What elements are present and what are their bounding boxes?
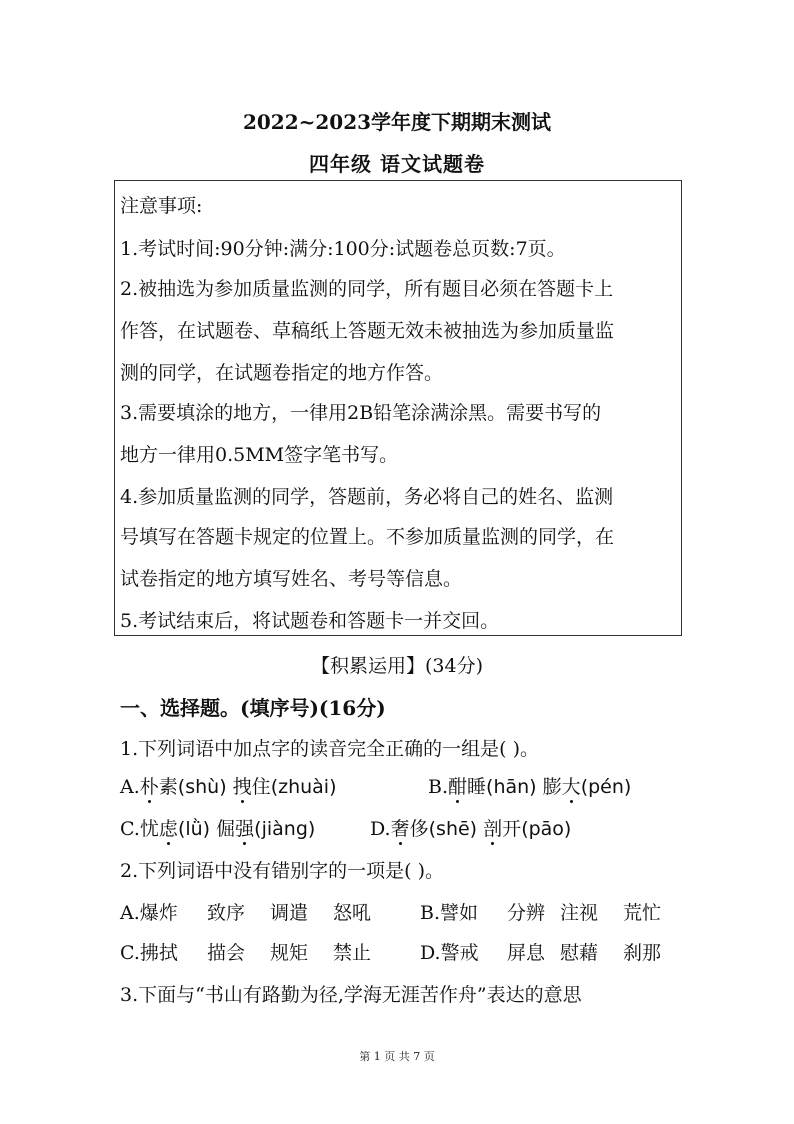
q2-option-b-word: 荒忙 <box>623 902 662 924</box>
q2-option-a-word: 致序 <box>207 902 246 924</box>
notice-line: 号填写在答题卡规定的位置上。不参加质量监测的同学，在 <box>120 526 615 548</box>
notice-line: 5.考试结束后，将试题卷和答题卡一并交回。 <box>120 610 500 632</box>
notice-line: 测的同学，在试题卷指定的地方作答。 <box>120 362 444 384</box>
notice-heading: 注意事项: <box>120 195 203 217</box>
q2-option-b-word: 分辨 <box>507 902 546 924</box>
q2-option-c-word: 规矩 <box>270 942 309 964</box>
q2-option-a: A.爆炸 <box>120 902 178 924</box>
question-1-stem: 1.下列词语中加点字的读音完全正确的一组是( )。 <box>120 738 539 760</box>
q2-option-c-word: 禁止 <box>333 942 372 964</box>
notice-line: 4.参加质量监测的同学，答题前，务必将自己的姓名、监测 <box>120 486 614 508</box>
q2-option-d-word: 刹那 <box>623 942 662 964</box>
exam-subtitle: 四年级 语文试题卷 <box>309 152 485 176</box>
exam-title: 2022~2023学年度下期期末测试 <box>242 110 552 134</box>
q1-option-d: D.奢侈(shē) 剖开(pāo) <box>370 818 572 840</box>
q2-option-d-word: 慰藉 <box>560 942 599 964</box>
q2-option-a-word: 怒吼 <box>333 902 372 924</box>
question-3-stem: 3.下面与“书山有路勤为径,学海无涯苦作舟”表达的意思 <box>120 984 582 1006</box>
page-footer: 第 1 页 共 7 页 <box>359 1050 435 1063</box>
q1-option-b: B.酣睡(hān) 膨大(pén) <box>428 776 632 798</box>
q2-option-c-word: 描会 <box>207 942 246 964</box>
q1-option-a: A.朴素(shù) 拽住(zhuài) <box>120 776 337 798</box>
notice-line: 地方一律用0.5MM签字笔书写。 <box>120 444 399 466</box>
q2-option-c: C.拂拭 <box>120 942 178 964</box>
q2-option-a-word: 调遣 <box>270 902 309 924</box>
q2-option-d-word: 屏息 <box>507 942 546 964</box>
section-title: 【积累运用】(34分) <box>310 655 483 677</box>
notice-line: 1.考试时间:90分钟:满分:100分:试题卷总页数:7页。 <box>120 238 566 260</box>
q1-option-c: C.忧虑(lǜ) 倔强(jiàng) <box>120 818 316 840</box>
question-2-stem: 2.下列词语中没有错别字的一项是( )。 <box>120 860 444 882</box>
notice-line: 2.被抽选为参加质量监测的同学，所有题目必须在答题卡上 <box>120 278 614 300</box>
q2-option-b-word: 注视 <box>560 902 599 924</box>
part-heading: 一、选择题。(填序号)(16分) <box>120 696 386 720</box>
q2-option-b: B.譬如 <box>420 902 479 924</box>
q2-option-d: D.警戒 <box>420 942 479 964</box>
notice-line: 作答，在试题卷、草稿纸上答题无效未被抽选为参加质量监 <box>120 320 615 342</box>
notice-line: 3.需要填涂的地方，一律用2B铅笔涂满涂黑。需要书写的 <box>120 402 602 424</box>
notice-line: 试卷指定的地方填写姓名、考号等信息。 <box>120 568 463 590</box>
